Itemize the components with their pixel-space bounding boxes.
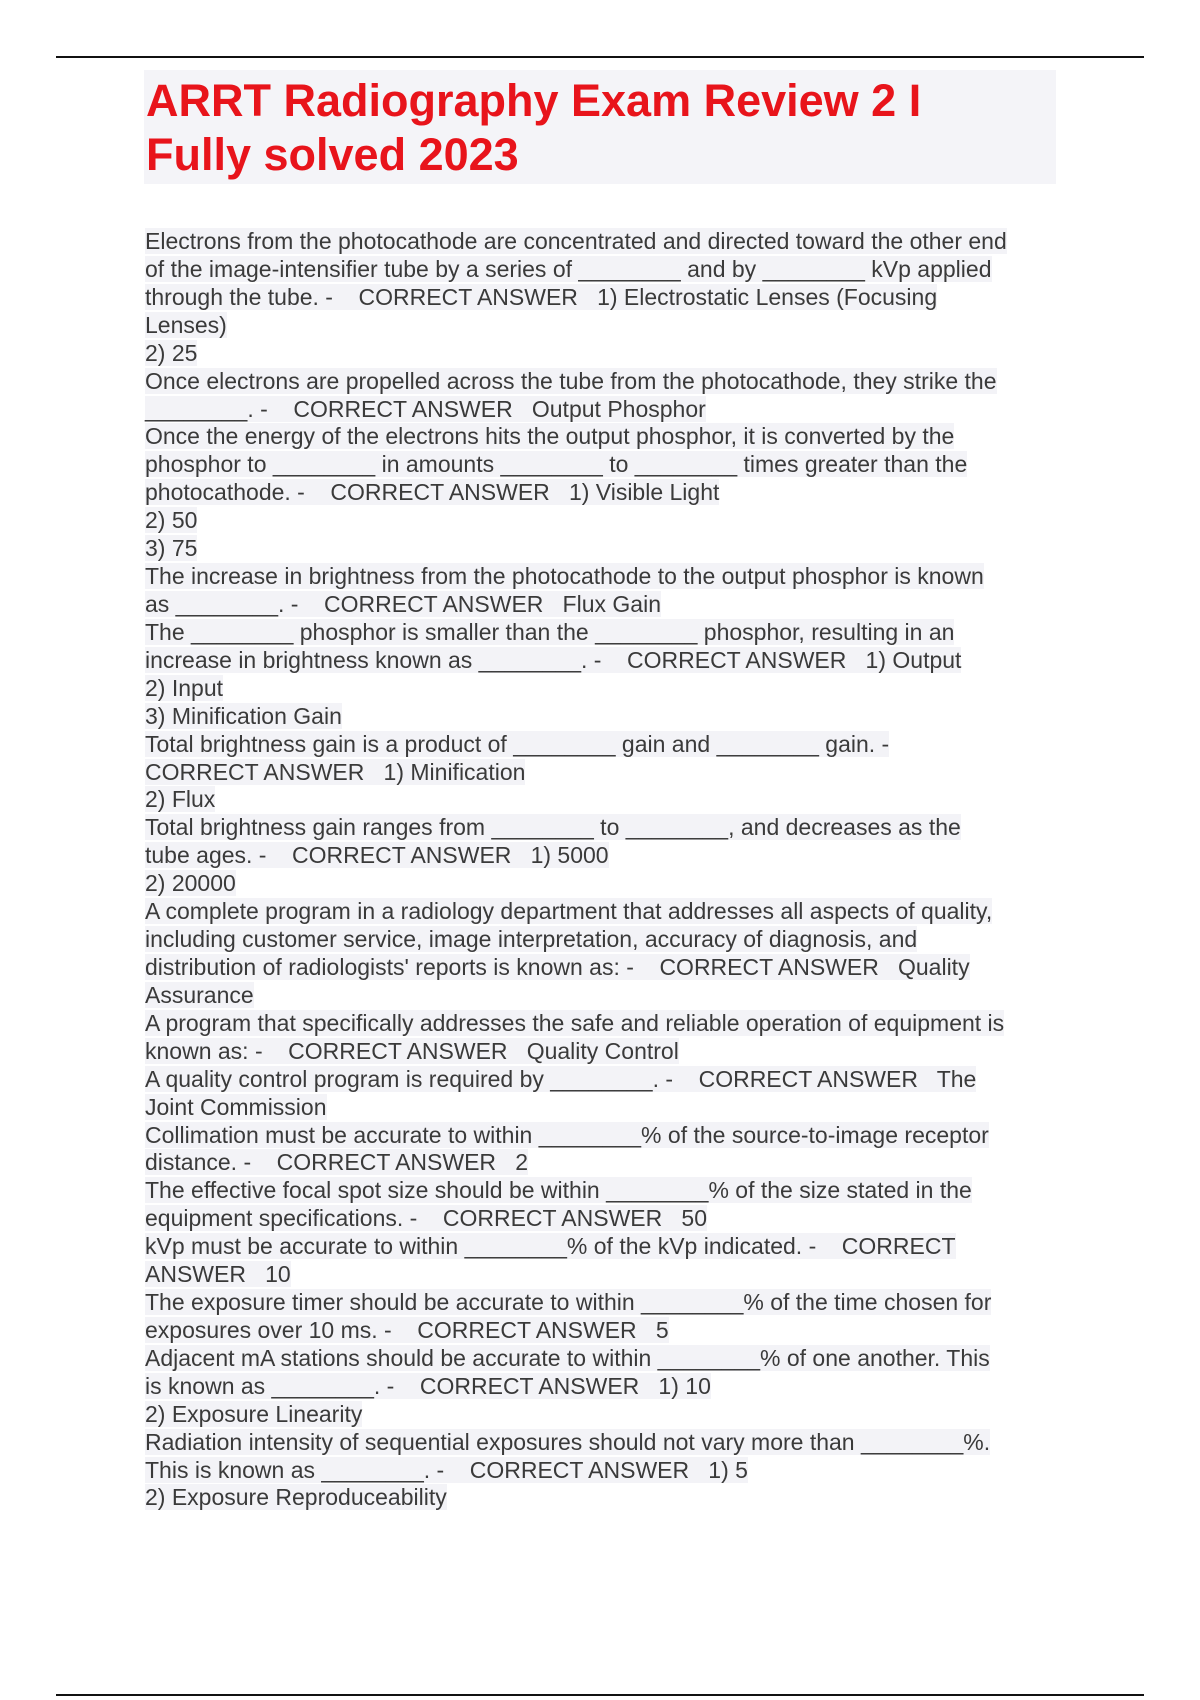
text-line: kVp must be accurate to within ________% of the kVp indicated. - CORRECT [145, 1233, 956, 1260]
text-line: 2) Exposure Linearity [145, 1400, 363, 1427]
text-line: including customer service, image interpretation, accuracy of diagnosis, and [145, 926, 918, 953]
text-line: Electrons from the photocathode are concentrated and directed toward the other end [145, 228, 1007, 254]
text-line: distance. - CORRECT ANSWER 2 [145, 1149, 529, 1176]
text-line: 3) 75 [145, 535, 198, 562]
title-block [144, 70, 1056, 184]
text-line: Total brightness gain is a product of ________ gain and ________ gain. - [145, 730, 890, 757]
text-line: 2) Exposure Reproduceability [145, 1484, 447, 1511]
text-line: Collimation must be accurate to within ________% of the source-to-image receptor [145, 1121, 989, 1148]
title-line-1: ARRT Radiography Exam Review 2 I [146, 75, 922, 126]
text-line: 2) 20000 [145, 870, 236, 897]
text-line: increase in brightness known as ________. - CORRECT ANSWER 1) Output [145, 646, 962, 673]
text-line: Total brightness gain ranges from ________ to ________, and decreases as the [145, 814, 961, 841]
text-line: 3) Minification Gain [145, 702, 342, 729]
text-line: phosphor to ________ in amounts ________ to ________ times greater than the [145, 451, 968, 478]
text-line: The ________ phosphor is smaller than the ________ phosphor, resulting in an [145, 618, 955, 645]
text-line: through the tube. - CORRECT ANSWER 1) Electrostatic Lenses (Focusing [145, 283, 938, 310]
top-rule [56, 56, 1144, 58]
document-title [144, 70, 1056, 182]
text-line: A program that specifically addresses the safe and reliable operation of equipment is [145, 1009, 1005, 1036]
text-line: Assurance [145, 981, 254, 1008]
text-line: The exposure timer should be accurate to within ________% of the time chosen for [145, 1289, 992, 1316]
text-line: Joint Commission [145, 1093, 327, 1120]
text-line: ANSWER 10 [145, 1261, 291, 1288]
text-line: 2) Input [145, 674, 223, 701]
text-line: as ________. - CORRECT ANSWER Flux Gain [145, 590, 661, 617]
text-line: tube ages. - CORRECT ANSWER 1) 5000 [145, 842, 609, 869]
text-line: The increase in brightness from the photocathode to the output phosphor is known [145, 563, 984, 590]
text-line: Once the energy of the electrons hits the output phosphor, it is converted by the [145, 423, 955, 450]
text-line: of the image-intensifier tube by a series of ________ and by ________ kVp applied [145, 255, 992, 282]
text-line: Lenses) [145, 311, 227, 338]
text-line: Once electrons are propelled across the tube from the photocathode, they strike the [145, 367, 997, 394]
text-line: This is known as ________. - CORRECT ANSWER 1) 5 [145, 1456, 748, 1483]
text-line: A complete program in a radiology department that addresses all aspects of quality, [145, 898, 993, 925]
text-line: distribution of radiologists' reports is known as: - CORRECT ANSWER Quality [145, 953, 970, 980]
bottom-rule [56, 1694, 1144, 1696]
text-line: 2) 50 [145, 507, 198, 534]
text-line: exposures over 10 ms. - CORRECT ANSWER 5 [145, 1316, 669, 1343]
text-line: 2) Flux [145, 786, 216, 813]
text-line: Adjacent mA stations should be accurate to within ________% of one another. This [145, 1344, 990, 1371]
text-line: known as: - CORRECT ANSWER Quality Control [145, 1037, 679, 1064]
title-line-2: Fully solved 2023 [146, 129, 519, 180]
document-body [145, 228, 1057, 1512]
text-line: ________. - CORRECT ANSWER Output Phosphor [145, 395, 706, 422]
text-line: photocathode. - CORRECT ANSWER 1) Visible Light [145, 479, 720, 506]
text-line: 2) 25 [145, 339, 198, 366]
text-line: A quality control program is required by ________. - CORRECT ANSWER The [145, 1065, 977, 1092]
text-line: The effective focal spot size should be within ________% of the size stated in the [145, 1177, 972, 1204]
text-line: equipment specifications. - CORRECT ANSWER 50 [145, 1205, 707, 1232]
text-line: Radiation intensity of sequential exposures should not vary more than ________%. [145, 1428, 991, 1455]
text-line: is known as ________. - CORRECT ANSWER 1) 10 [145, 1372, 711, 1399]
text-line: CORRECT ANSWER 1) Minification [145, 758, 526, 785]
